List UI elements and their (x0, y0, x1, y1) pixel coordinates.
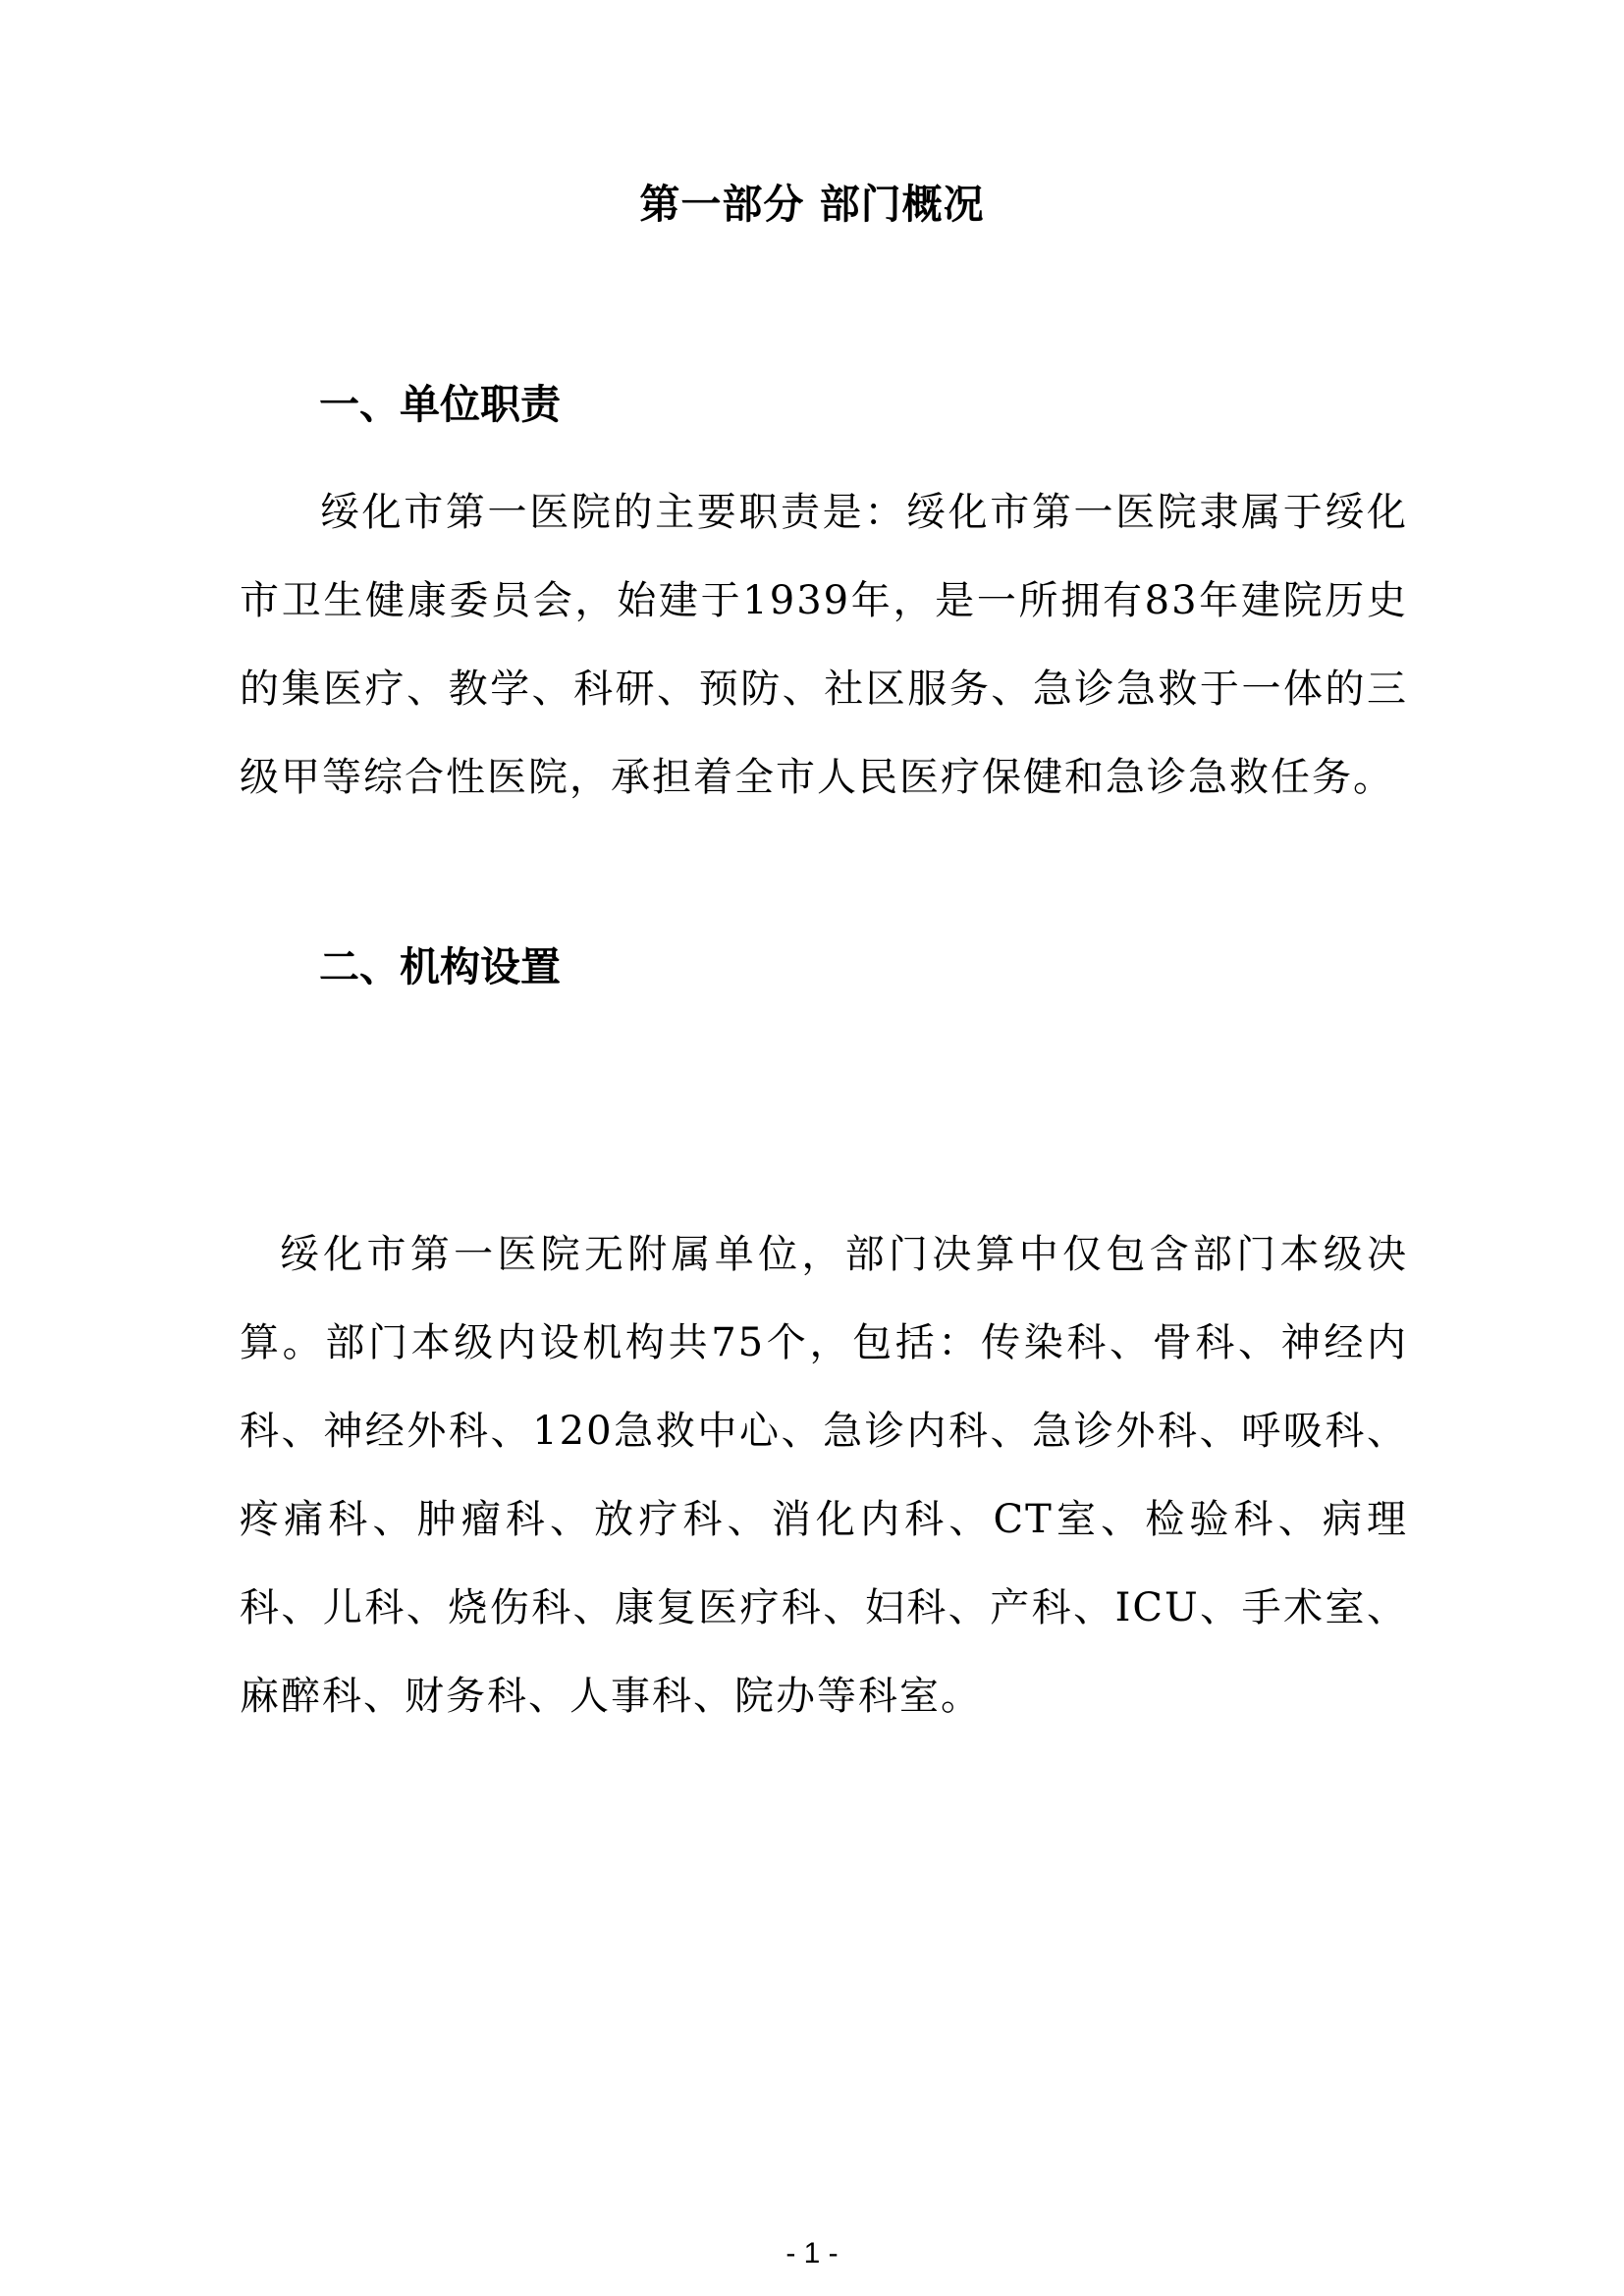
section-heading-organization: 二、机构设置 (319, 943, 561, 990)
page-title: 第一部分 部门概况 (639, 181, 985, 228)
section-paragraph-unit-duties: 绥化市第一医院的主要职责是：绥化市第一医院隶属于绥化市卫生健康委员会，始建于1939年，是一所拥有83年建院历史的集医疗、教学、科研、预防、社区服务、急诊急救于一体的三级甲等综合性医院，承担着全市人民医疗保健和急诊急救任务。 (240, 490, 1408, 800)
section-paragraph-organization: 绥化市第一医院无附属单位，部门决算中仅包含部门本级决算。部门本级内设机构共75个，包括：传染科、骨科、神经内科、神经外科、120急救中心、急诊内科、急诊外科、呼吸科、疼痛科、肿瘤科、放疗科、消化内科、CT室、检验科、病理科、儿科、烧伤科、康复医疗科、妇科、产科、ICU、手术室、麻醉科、财务科、人事科、院办等科室。 (240, 1232, 1408, 1719)
page-number: - 1 - (785, 2237, 839, 2269)
section-heading-unit-duties: 一、单位职责 (319, 381, 561, 428)
